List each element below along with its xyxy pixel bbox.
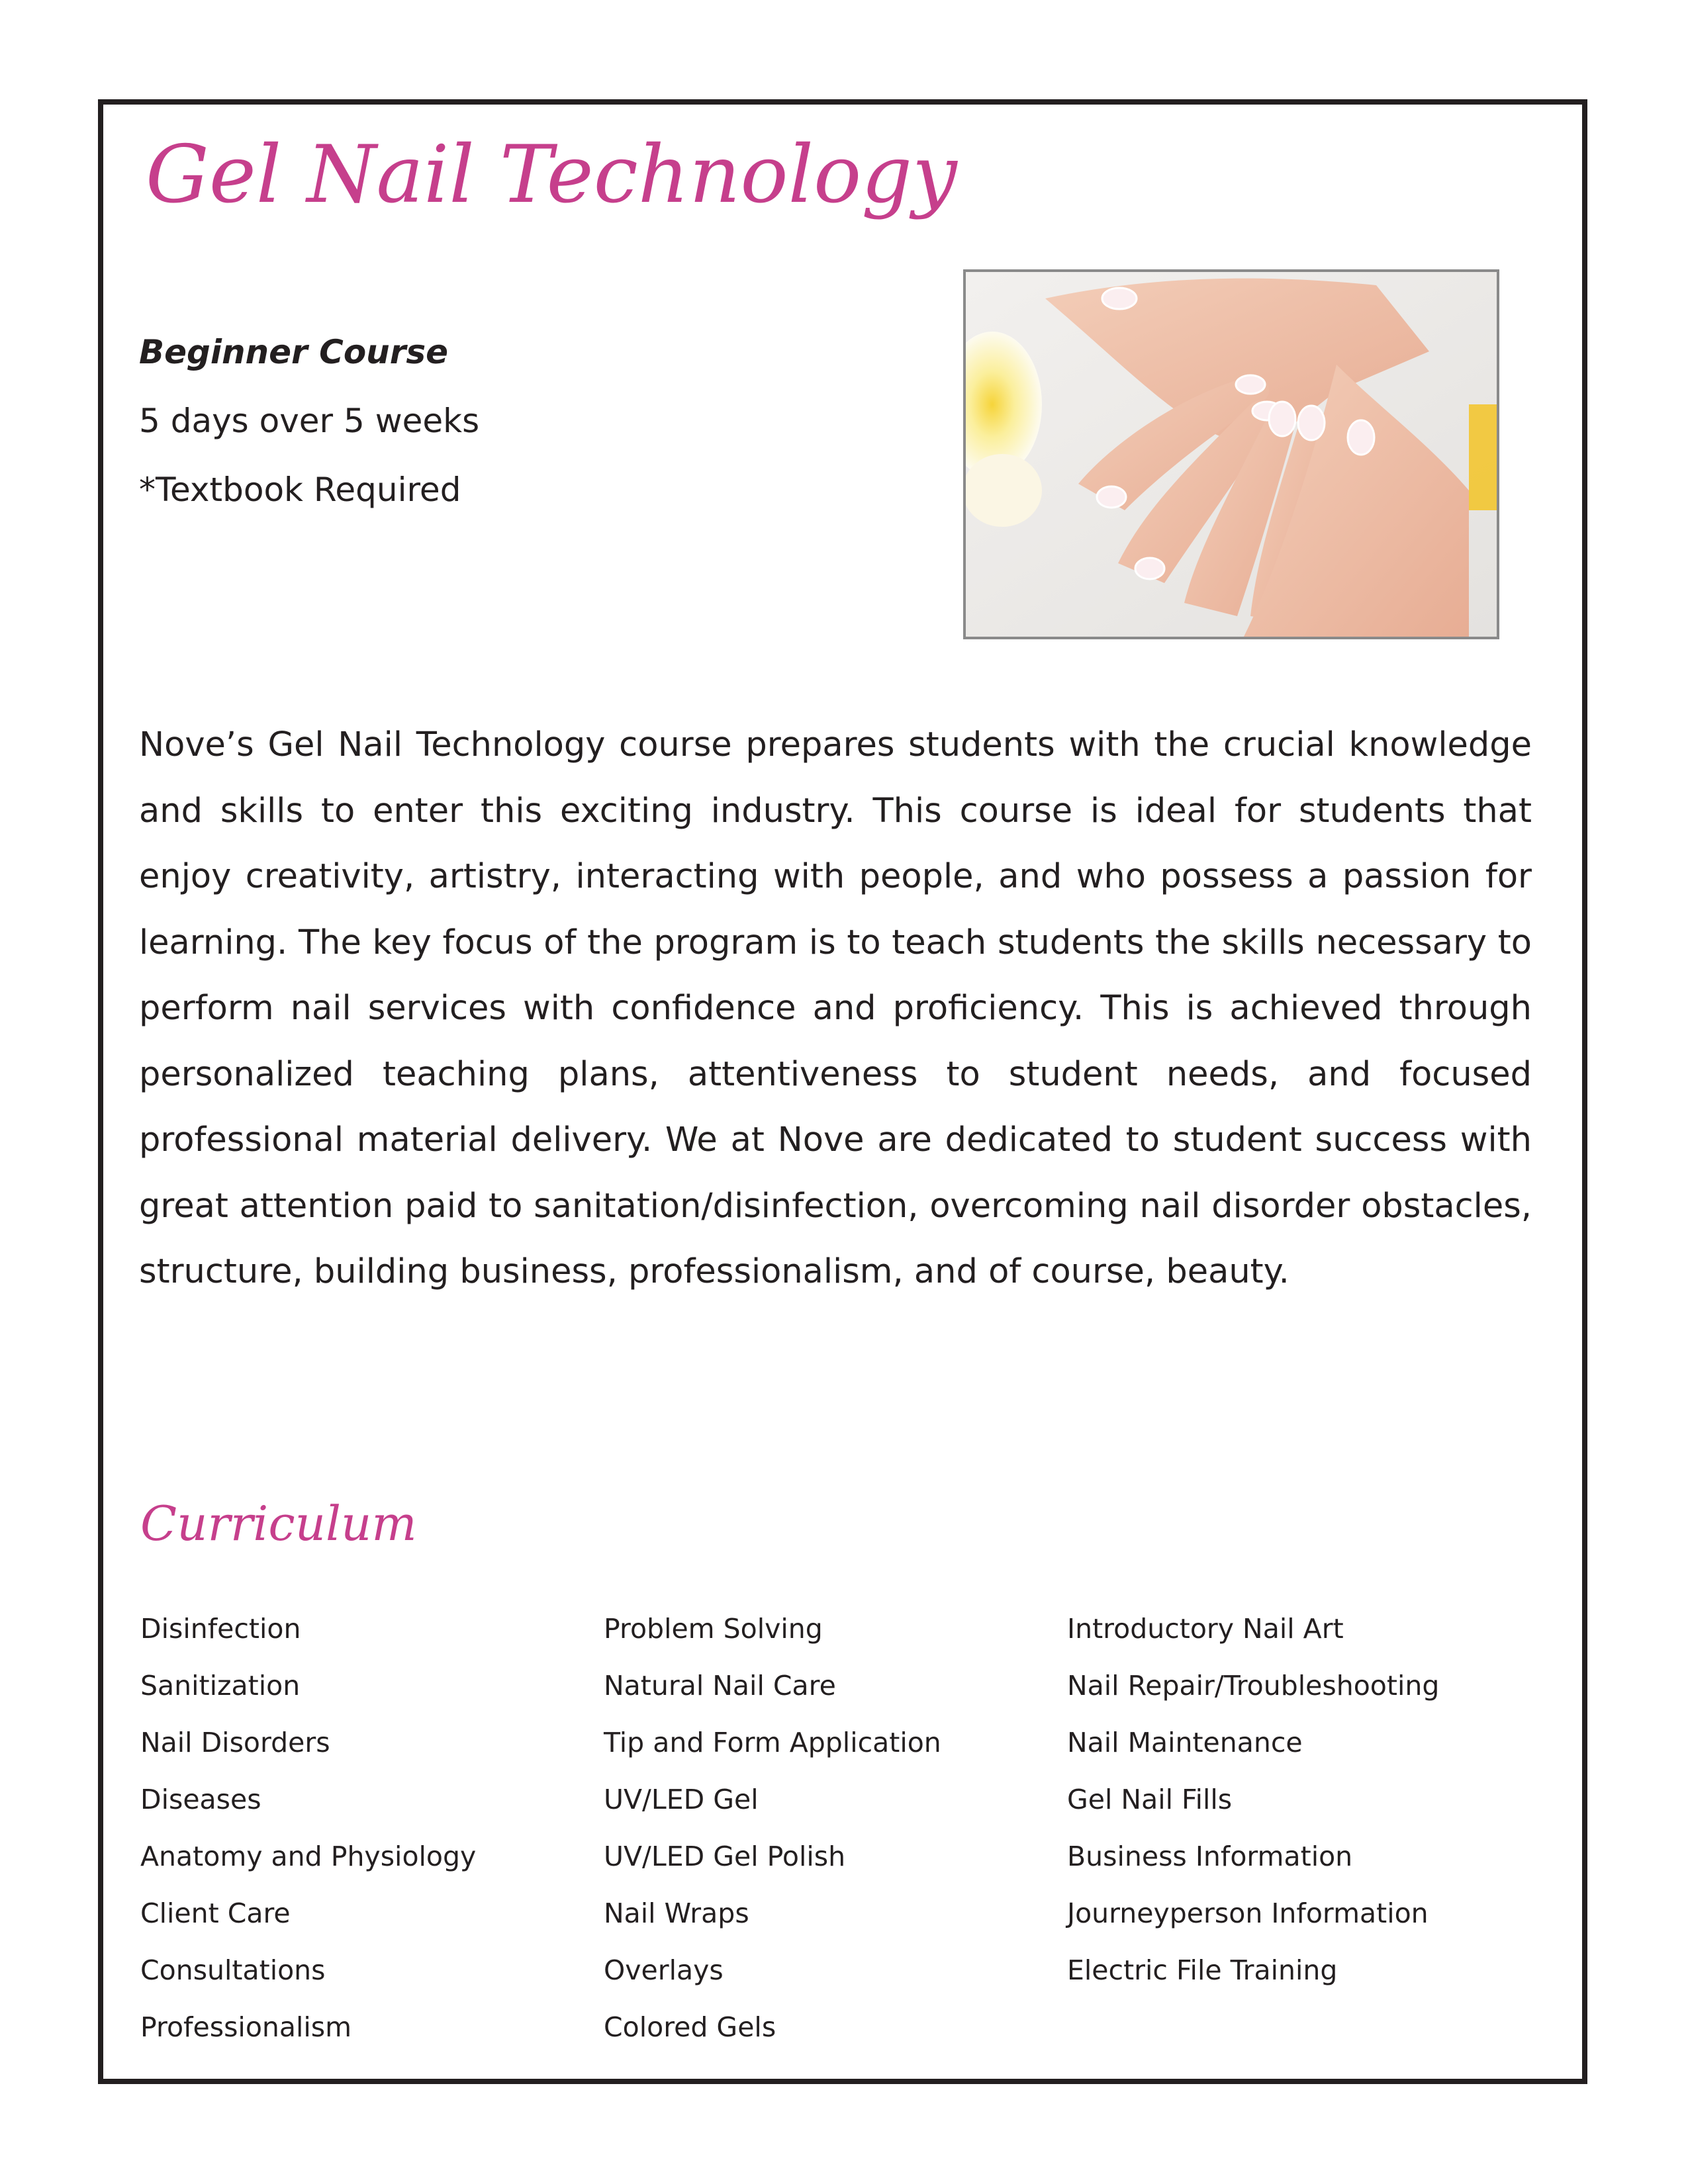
course-note: *Textbook Required	[139, 471, 461, 509]
curriculum-item: Colored Gels	[604, 2011, 776, 2043]
curriculum-column-2	[604, 1600, 1067, 2056]
curriculum-item: Sanitization	[140, 1670, 301, 1702]
curriculum-item: Tip and Form Application	[604, 1727, 941, 1758]
curriculum-item: Natural Nail Care	[604, 1670, 836, 1702]
curriculum-item: UV/LED Gel	[604, 1784, 759, 1815]
curriculum-item: Professionalism	[140, 2011, 352, 2043]
flower-icon	[966, 332, 1042, 527]
curriculum-item: Disinfection	[140, 1613, 301, 1645]
curriculum-heading: Curriculum	[140, 1496, 417, 1551]
curriculum-item: UV/LED Gel Polish	[604, 1841, 846, 1872]
curriculum-item: Gel Nail Fills	[1067, 1784, 1233, 1815]
curriculum-item: Business Information	[1067, 1841, 1353, 1872]
manicured-hands-photo	[963, 269, 1499, 639]
curriculum-item: Client Care	[140, 1897, 291, 1929]
curriculum-item: Electric File Training	[1067, 1954, 1338, 1986]
curriculum-item: Overlays	[604, 1954, 724, 1986]
curriculum-column-3	[1067, 1600, 1530, 2056]
curriculum-item: Anatomy and Physiology	[140, 1841, 477, 1872]
curriculum-column-1	[140, 1600, 604, 2056]
curriculum-item: Problem Solving	[604, 1613, 823, 1645]
curriculum-item: Introductory Nail Art	[1067, 1613, 1344, 1645]
course-level: Beginner Course	[139, 333, 449, 371]
page-title: Gel Nail Technology	[146, 129, 957, 221]
curriculum-item: Consultations	[140, 1954, 326, 1986]
curriculum-item: Nail Wraps	[604, 1897, 749, 1929]
course-info	[139, 318, 867, 524]
curriculum-item: Nail Disorders	[140, 1727, 330, 1758]
curriculum-item: Journeyperson Information	[1067, 1897, 1429, 1929]
curriculum-item: Nail Maintenance	[1067, 1727, 1303, 1758]
curriculum-item: Nail Repair/Troubleshooting	[1067, 1670, 1440, 1702]
course-description: Nove’s Gel Nail Technology course prepares students with the crucial knowledge and skills to enter this exciting industry. This course is ideal for students that enjoy creativity, artistry, interacting with people, and who possess a passion for learning. The key focus of the program is to teach students the skills necessary to perform nail services with confidence and proficiency. This is achieved through personalized teaching plans, attentiveness to student needs, and focused professional material delivery. We at Nove are dedicated to student success with great attention paid to sanitation/disinfection, overcoming nail disorder obstacles, structure, building business, professionalism, and of course, beauty.	[139, 725, 1532, 1291]
course-duration: 5 days over 5 weeks	[139, 402, 480, 440]
curriculum-list	[140, 1600, 1530, 2056]
curriculum-item: Diseases	[140, 1784, 261, 1815]
